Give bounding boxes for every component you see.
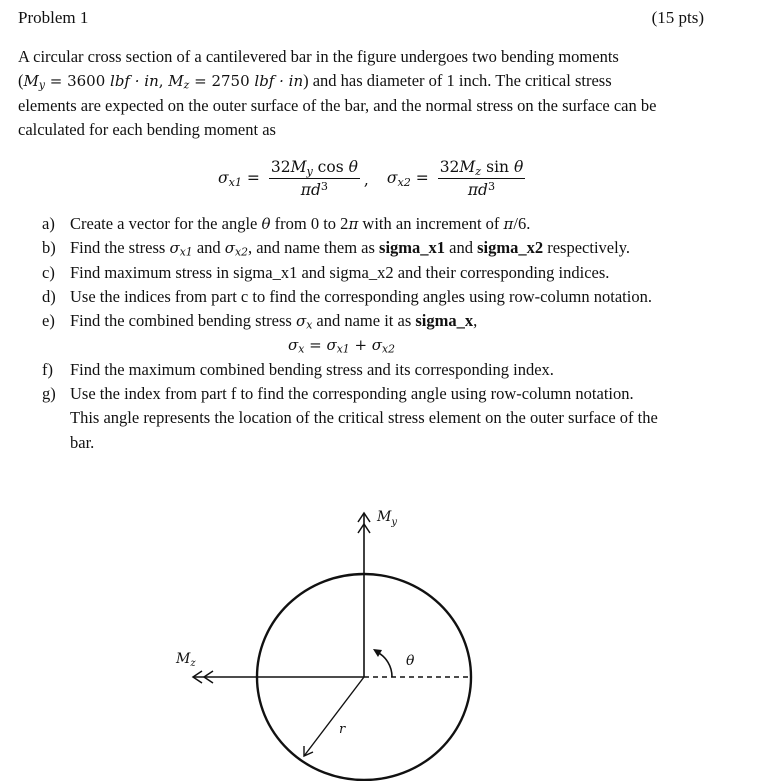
label-radius: r: [339, 722, 346, 737]
unit-2: lbf · in: [254, 72, 304, 91]
task-g-continued-1: This angle represents the location of the critical stress element on the outer surface of the: [70, 408, 658, 428]
sigma-x2-fraction: $\frac{32M_z \sin \theta}{\pi d^3}$: [439, 157, 524, 199]
sigma-x1-symbol: $\sigma_{x1}$: [218, 169, 242, 189]
task-g-continued-2: bar.: [70, 432, 95, 452]
task-e: e) Find the combined bending stress $\sigma_x$ and name it as sigma_x,: [42, 311, 478, 332]
combined-stress-equation: $\sigma_x = \sigma_{x1} + \sigma_{x2}$: [288, 336, 395, 357]
task-d: d) Use the indices from part c to find the corresponding angles using row-column notation.: [42, 286, 652, 306]
moment-z-value: = 2750: [189, 72, 255, 91]
label-moment-z: $M_z$: [176, 651, 196, 669]
radius-line: [304, 677, 364, 756]
problem-title: Problem 1: [18, 8, 89, 27]
intro-line-4: calculated for each bending moment as: [18, 119, 276, 139]
label-theta: θ: [406, 653, 415, 669]
unit-1: lbf · in: [110, 72, 159, 91]
task-f: f) Find the maximum combined bending stress and its corresponding index.: [42, 359, 554, 379]
theta-arc-arrow: [377, 652, 392, 677]
moment-y-value: = 3600: [44, 72, 111, 91]
intro-line-2: ($M_y = 3600$ lbf · in, $M_z = 2750$ lbf · in) and has diameter of 1 inch. The critical stress: [18, 71, 612, 92]
theta-arrowhead-icon: [373, 649, 382, 657]
intro-line-3: elements are expected on the outer surface of the bar, and the normal stress on the surface can be: [18, 95, 657, 115]
task-c: c) Find maximum stress in sigma_x1 and sigma_x2 and their corresponding indices.: [42, 262, 610, 282]
moment-y-symbol: $M_y$: [23, 72, 45, 92]
sigma-x2-symbol: $\sigma_{x2}$: [386, 169, 411, 189]
task-b: b) Find the stress $\sigma_{x1}$ and $\sigma_{x2}$, and name them as sigma_x1 and sigma_x2 respectively.: [42, 238, 631, 259]
label-moment-y: $M_y$: [377, 509, 397, 528]
intro-line-1: A circular cross section of a cantilevered bar in the figure undergoes two bending moments: [18, 47, 619, 66]
problem-points: (15 pts): [651, 8, 704, 27]
sigma-x1-fraction: $\frac{32M_y \cos \theta}{\pi d^3}$: [270, 157, 358, 199]
moment-z-symbol: $M_z$: [168, 72, 190, 92]
stress-equations: $\sigma_{x1}$ = $\frac{32M_y \cos \theta}{\pi d^3}$ , $\sigma_{x2}$ = $\frac{32M_z \sin \theta}{\pi d^3}$: [218, 157, 524, 199]
task-g: g) Use the index from part f to find the corresponding angle using row-column notation.: [42, 384, 634, 404]
task-a: a) Create a vector for the angle θ from 0 to 2π with an increment of π/6.: [42, 214, 531, 233]
